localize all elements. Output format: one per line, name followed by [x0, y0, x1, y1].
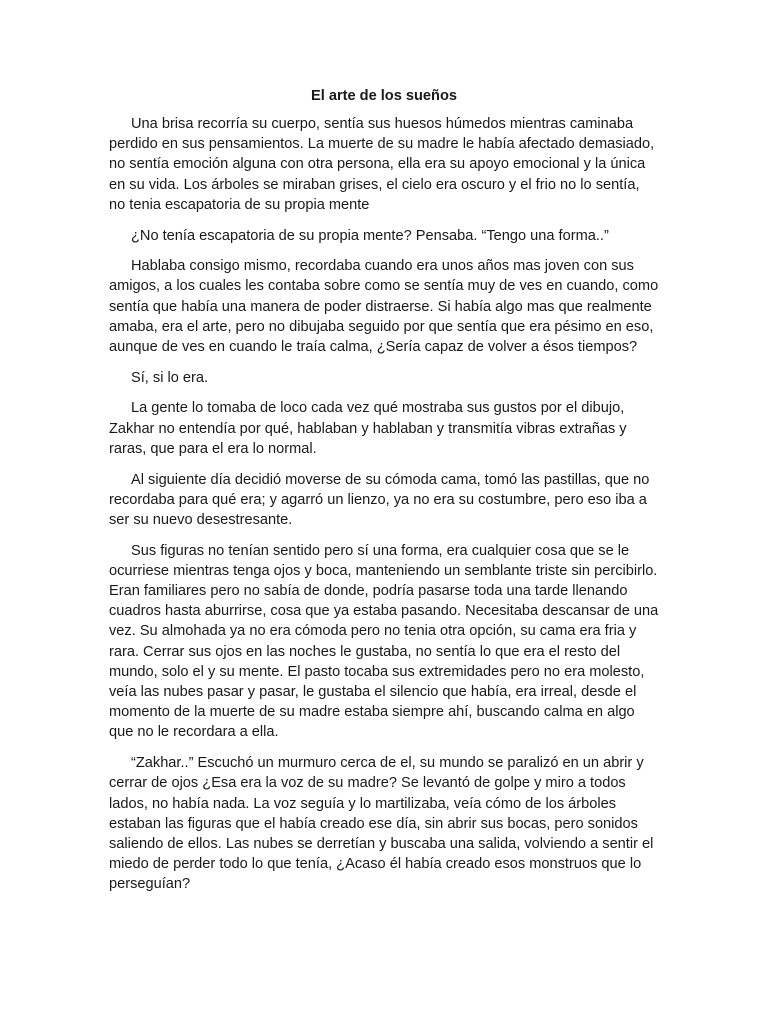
paragraph-8: “Zakhar..” Escuchó un murmuro cerca de el, su mundo se paralizó en un abrir y cerrar de ojos ¿Esa era la voz de su madre? Se levantó de golpe y miro a todos lados, no había nada. La voz seguía y lo martilizaba, veía cómo de los árboles estaban las figuras que el había creado ese día, sin abrir sus bocas, pero sonidos saliendo de ellos. Las nubes se derretían y buscaba una salida, volviendo a sentir el miedo de perder todo lo que tenía, ¿Acaso él había creado esos monstruos que lo perseguían? [109, 755, 654, 893]
paragraph-3: Hablaba consigo mismo, recordaba cuando era unos años mas joven con sus amigos, a los cuales les contaba sobre como se sentía muy de ves en cuando, como sentía que había una manera de poder distraerse. Si había algo mas que realmente amaba, era el arte, pero no dibujaba seguido por que sentía que era pésimo en eso, aunque de ves en cuando le traía calma, ¿Sería capaz de volver a ésos tiempos? [109, 258, 659, 356]
document-body [109, 86, 659, 905]
paragraph-6: Al siguiente día decidió moverse de su cómoda cama, tomó las pastillas, que no recordaba para qué era; y agarró un lienzo, ya no era su costumbre, pero eso iba a ser su nuevo desestresante. [109, 471, 650, 528]
paragraph-7: Sus figuras no tenían sentido pero sí una forma, era cualquier cosa que se le ocurriese mientras tenga ojos y boca, manteniendo un semblante triste sin percibirlo. Eran familiares pero no sabía de donde, podría pasarse toda una tarde llenando cuadros hasta aburrirse, cosa que ya estaba pasando. Necesitaba descansar de una vez. Su almohada ya no era cómoda pero no tenia otra opción, su cama era fria y rara. Cerrar sus ojos en las noches le gustaba, no sentía lo que era el resto del mundo, solo el y su mente. El pasto tocaba sus extremidades pero no era molesto, veía las nubes pasar y pasar, le gustaba el silencio que había, era irreal, desde el momento de la muerte de su madre estaba siempre ahí, buscando calma en algo que no le recordara a ella. [109, 542, 659, 741]
paragraph-4: Sí, si lo era. [131, 369, 209, 386]
document-title: El arte de los sueños [311, 88, 457, 104]
paragraph-1: Una brisa recorría su cuerpo, sentía sus huesos húmedos mientras caminaba perdido en sus pensamientos. La muerte de su madre le había afectado demasiado, no sentía emoción alguna con otra persona, ella era su apoyo emocional y la única en su vida. Los árboles se miraban grises, el cielo era oscuro y el frio no lo sentía, no tenia escapatoria de su propia mente [109, 116, 655, 213]
paragraph-2: ¿No tenía escapatoria de su propia mente? Pensaba. “Tengo una forma..” [131, 227, 609, 244]
paragraph-5: La gente lo tomaba de loco cada vez qué mostraba sus gustos por el dibujo, Zakhar no entendía por qué, hablaban y hablaban y transmitía vibras extrañas y raras, que para el era lo normal. [109, 400, 627, 457]
